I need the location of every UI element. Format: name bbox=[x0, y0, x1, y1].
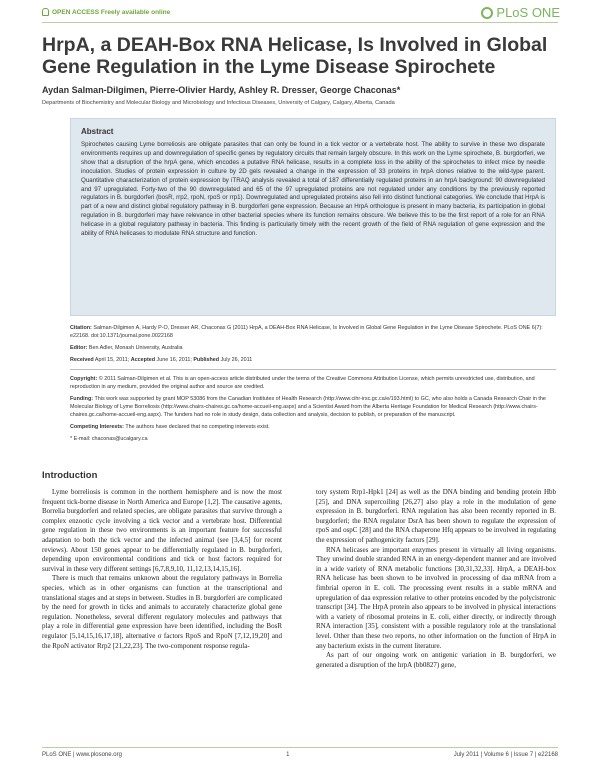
published-label: Published bbox=[193, 357, 220, 363]
received-date: April 15, 2011; bbox=[94, 357, 130, 363]
citation bbox=[70, 324, 556, 340]
body-column-right bbox=[316, 488, 556, 670]
competing-label: Competing Interests: bbox=[70, 424, 124, 430]
abstract-heading: Abstract bbox=[81, 127, 114, 136]
open-access-label: OPEN ACCESS Freely available online bbox=[52, 8, 171, 16]
editor bbox=[70, 344, 556, 352]
funding-label: Funding: bbox=[70, 396, 94, 402]
journal-header bbox=[0, 0, 600, 30]
published-date: July 26, 2011 bbox=[220, 357, 253, 363]
intro-paragraph-3: RNA helicases are important enzymes present in virtually all living organisms. They unwind double stranded RNA in an energy-dependent manner and are involved in a wide variety of RNA metabolic functions [30,31,32,33]. HrpA, a DEAH-box RNA helicase has been shown to be involved in processing of daa mRNA from a fimbrial operon in E. coli. The processing event results in a stable mRNA and upregulation of daa expression relative to other proteins encoded by the polycistronic transcript [34]. The HrpA protein also appears to be involved in physical interactions with a variety of ribosomal proteins in E. coli, either directly, or indirectly through RNA interaction [35], consistent with a possible regulatory role at the translational level. Other than these two reports, no other information on the function of HrpA in any bacterium exists in the current literature. bbox=[316, 545, 556, 650]
abstract-box bbox=[70, 118, 556, 316]
competing-text: The authors have declared that no competing interests exist. bbox=[125, 424, 270, 430]
funding-text: This work was supported by grant MOP 53086 from the Canadian Institutes of Health Research (http://www.cihr-irsc.gc.ca/e/193.html) to GC, who also holds a Canada Research Chair in the Molecular Biology of Lyme Borreliosis (http://www.chairs-chaires.gc.ca/home-accueil-eng.aspx) and a Scientist Award from the Alberta Heritage Foundation for Medical Research (http://www.chairs-chaires.gc.ca/home-accueil-eng.aspx). The funders had no role in study design, data collection and analysis, decision to publish, or preparation of the manuscript. bbox=[70, 396, 546, 418]
introduction-heading: Introduction bbox=[42, 470, 98, 481]
competing-interests bbox=[70, 423, 556, 431]
editor-text: Ben Adler, Monash University, Australia bbox=[88, 345, 183, 351]
author-list: Aydan Salman-Dilgimen, Pierre-Olivier Hardy, Ashley R. Dresser, George Chaconas* bbox=[42, 85, 401, 95]
accepted-date: June 16, 2011; bbox=[156, 357, 192, 363]
editor-label: Editor: bbox=[70, 345, 88, 351]
page-number: 1 bbox=[286, 752, 290, 758]
journal-logo-text: PLoS ONE bbox=[496, 5, 560, 20]
meta-divider bbox=[70, 369, 556, 370]
footer-journal[interactable]: PLoS ONE | www.plosone.org bbox=[42, 752, 122, 758]
body-column-left bbox=[42, 488, 282, 651]
citation-text: Salman-Dilgimen A, Hardy P-O, Dresser AR, Chaconas G (2011) HrpA, a DEAH-Box RNA Helicase, Is Involved in Global Gene Regulation in the Lyme Disease Spirochete. PLoS ONE 6(7): e22168. doi:10.1371/journal.pone.0022168 bbox=[70, 325, 543, 339]
lock-open-icon bbox=[42, 8, 49, 16]
intro-paragraph-1: Lyme borreliosis is common in the northern hemisphere and is now the most frequent tick-borne disease in North America and Europe [1,2]. The causative agents, Borrelia burgdorferi and related species, are obligate parasites that survive through a complex enzootic cycle involving a tick vector and a vertebrate host. Differential gene regulation in these two environments is an important feature for successful adaptation to both the tick vector and the infected animal (see [3,4,5] for recent reviews). About 150 genes appear to be differentially regulated in B. burgdorferi, depending upon environmental conditions and tick or host factors required for survival in these very different settings [6,7,8,9,10, 11,12,13,14,15,16]. bbox=[42, 488, 282, 573]
open-access-banner bbox=[42, 8, 170, 16]
abstract-text: Spirochetes causing Lyme borreliosis are obligate parasites that can only be found in a tick vector or a vertebrate host. The ability to survive in these two disparate environments requires up and downregulation of specific genes by regulatory circuits that remain largely obscure. In this work on the Lyme spirochete, B. burgdorferi, we show that a disruption of the hrpA gene, which encodes a putative RNA helicase, results in a complete loss in the ability of the spirochetes to infect mice by needle inoculation. Studies of protein expression in culture by 2D gels revealed a change in the expression of 33 proteins in hrpA clones relative to the wild-type parent. Quantitative characterization of protein expression by iTRAQ analysis revealed a total of 187 differentially regulated proteins in an hrpA background: 90 downregulated and 97 upregulated. Forty-two of the 90 downregulated and 65 of the 97 upregulated proteins are not regulated under any conditions by the previously reported regulators in B. burgdorferi (bosR, rrp2, rpoN, rpoS or rrp1). Downregulated and upregulated proteins also fell into distinct functional categories. We conclude that HrpA is part of a new and distinct global regulatory pathway in B. burgdorferi gene expression. Because an HrpA orthologue is present in many bacteria, its participation in global regulation in B. burgdorferi may have relevance in other bacterial species where its function remains obscure. We believe this to be the first report of a role for an RNA helicase in a global regulatory pathway in bacteria. This finding is particularly timely with the recent growth of the field of RNA regulation of gene expression and the ability of RNA helicases to modulate RNA structure and function. bbox=[81, 141, 545, 238]
intro-paragraph-2: There is much that remains unknown about the regulatory pathways in Borrelia species, which as in other organisms can function at the transcriptional and translational stages and at steps in between. Studies in B. burgdorferi are complicated by the need for growth in ticks and animals to accurately characterize global gene regulation. Nonetheless, several different regulatory molecules and pathways that play a role in differential gene expression have been identified, including the BosR regulator [5,14,15,16,17,18], alternative σ factors RpoS and RpoN [7,12,19,20] and the RpoN activator Rrp2 [21,22,23]. The two-component response regula- bbox=[42, 574, 282, 650]
intro-paragraph-2-cont: tory system Rrp1-Hpk1 [24] as well as the DNA binding and bending protein Hbb [25], and DNA supercoiling [26,27] also play a role in the modulation of gene expression in B. burgdorferi. RNA regulation has also been recently reported in B. burgdorferi; the RNA regulator DsrA has been shown to regulate the expression of rpoS and ospC [28] and the RNA chaperone Hfq appears to be involved in regulating the expression of pathogenicity factors [29]. bbox=[316, 488, 556, 544]
funding bbox=[70, 395, 556, 419]
received-label: Received bbox=[70, 357, 94, 363]
article-metadata bbox=[70, 324, 556, 447]
affiliation: Departments of Biochemistry and Molecular Biology and Microbiology and Infectious Diseases, University of Calgary, Calgary, Alberta, Canada bbox=[42, 100, 395, 106]
article-title: HrpA, a DEAH-Box RNA Helicase, Is Involved in Global Gene Regulation in the Lyme Disease Spirochete bbox=[42, 34, 548, 78]
footer-issue: July 2011 | Volume 6 | Issue 7 | e22168 bbox=[453, 752, 558, 758]
dates bbox=[70, 356, 556, 364]
plos-circle-icon bbox=[481, 7, 493, 19]
copyright-text: © 2011 Salman-Dilgimen et al. This is an open-access article distributed under the terms of the Creative Commons Attribution License, which permits unrestricted use, distribution, and reproduction in any medium, provided the original author and source are credited. bbox=[70, 376, 535, 390]
page-footer bbox=[42, 747, 558, 758]
citation-label: Citation: bbox=[70, 325, 92, 331]
copyright-label: Copyright: bbox=[70, 376, 98, 382]
header-rule bbox=[42, 22, 558, 23]
intro-paragraph-4: As part of our ongoing work on antigenic variation in B. burgdorferi, we generated a disruption of the hrpA (bb0827) gene, bbox=[316, 651, 556, 669]
copyright bbox=[70, 375, 556, 391]
corresponding-email[interactable]: * E-mail: chaconas@ucalgary.ca bbox=[70, 436, 148, 442]
journal-logo bbox=[481, 5, 560, 20]
accepted-label: Accepted bbox=[130, 357, 156, 363]
